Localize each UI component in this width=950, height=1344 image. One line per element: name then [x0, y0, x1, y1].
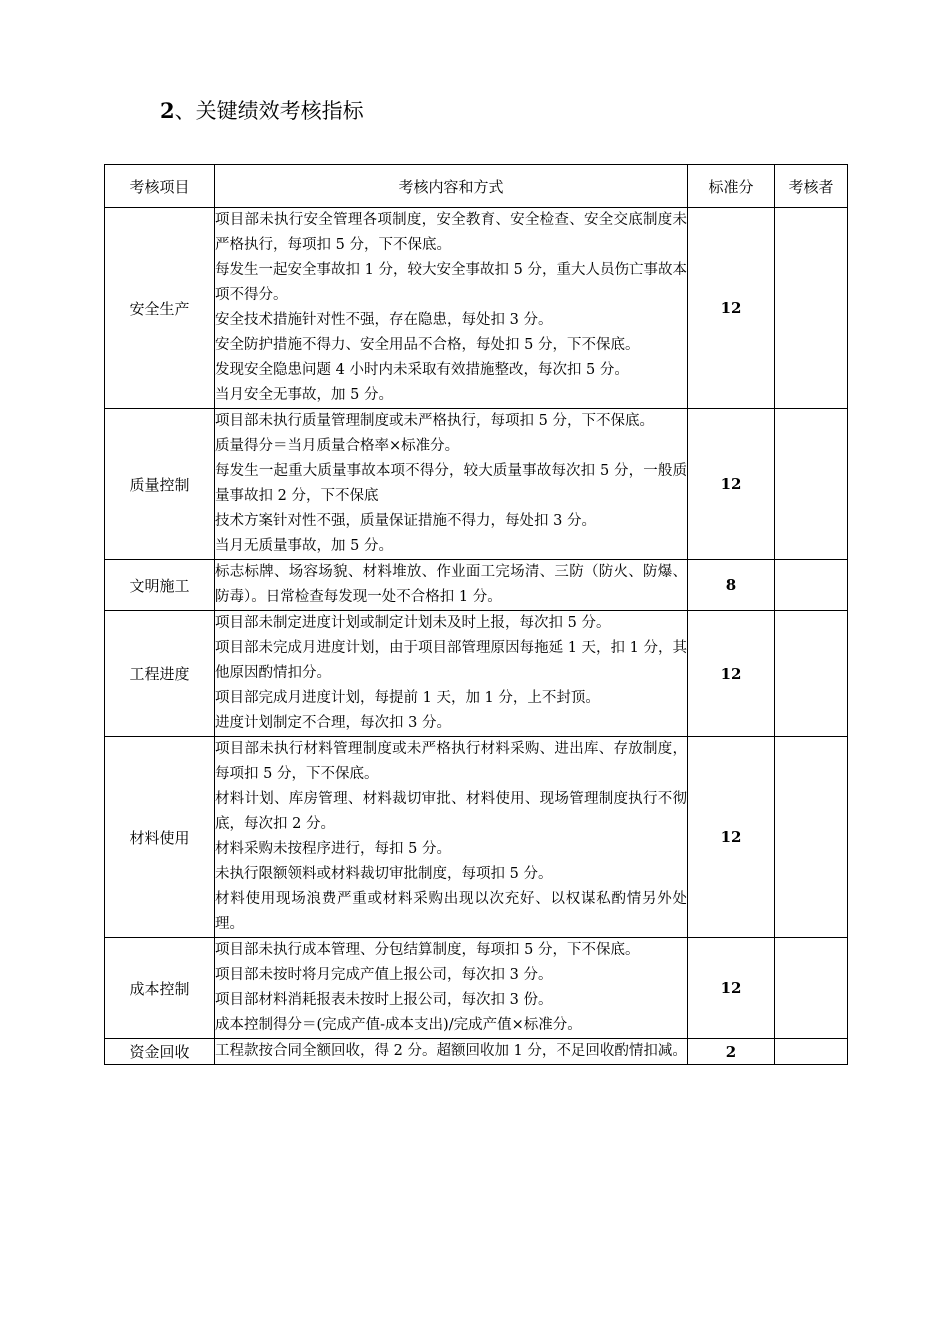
- row-assessor[interactable]: [775, 1039, 848, 1065]
- row-score: 2: [688, 1039, 775, 1065]
- content-line: 项目部未制定进度计划或制定计划未及时上报，每次扣 5 分。: [215, 615, 611, 631]
- content-line: 每发生一起安全事故扣 1 分，较大安全事故扣 5 分，重大人员伤亡事故本项不得分。: [215, 262, 687, 303]
- row-assessor[interactable]: [775, 938, 848, 1039]
- row-content: [215, 611, 688, 737]
- content-line: 进度计划制定不合理，每次扣 3 分。: [215, 715, 451, 731]
- content-line: 项目部未执行材料管理制度或未严格执行材料采购、进出库、存放制度，每项扣 5 分，下不保底。: [215, 741, 687, 782]
- header-content: 考核内容和方式: [215, 165, 688, 208]
- row-item: 质量控制: [105, 409, 215, 560]
- row-assessor[interactable]: [775, 611, 848, 737]
- content-line: 安全防护措施不得力、安全用品不合格，每处扣 5 分，下不保底。: [215, 337, 640, 353]
- row-item: 文明施工: [105, 560, 215, 611]
- content-line: 项目部未执行成本管理、分包结算制度，每项扣 5 分，下不保底。: [215, 942, 640, 958]
- kpi-table: [104, 164, 848, 1065]
- row-content: [215, 737, 688, 938]
- row-content: [215, 938, 688, 1039]
- table-row: [105, 560, 848, 611]
- content-line: 质量得分＝当月质量合格率×标准分。: [215, 438, 460, 454]
- content-line: 发现安全隐患问题 4 小时内未采取有效措施整改，每次扣 5 分。: [215, 362, 629, 378]
- content-line: 当月安全无事故，加 5 分。: [215, 387, 393, 403]
- row-content: [215, 560, 688, 611]
- content-line: 安全技术措施针对性不强，存在隐患，每处扣 3 分。: [215, 312, 553, 328]
- row-item: 成本控制: [105, 938, 215, 1039]
- content-line: 项目部未执行安全管理各项制度，安全教育、安全检查、安全交底制度未严格执行，每项扣 5 分，下不保底。: [215, 212, 687, 253]
- table-row: [105, 409, 848, 560]
- content-line: 材料计划、库房管理、材料裁切审批、材料使用、现场管理制度执行不彻底，每次扣 2 分。: [215, 791, 687, 832]
- table-body: [105, 208, 848, 1065]
- content-line: 材料使用现场浪费严重或材料采购出现以次充好、以权谋私酌情另外处理。: [215, 891, 687, 932]
- section-title-text: 、关键绩效考核指标: [174, 99, 364, 123]
- row-item: 材料使用: [105, 737, 215, 938]
- row-item: 资金回收: [105, 1039, 215, 1065]
- row-score: 12: [688, 208, 775, 409]
- row-score: 8: [688, 560, 775, 611]
- content-line: 标志标牌、场容场貌、材料堆放、作业面工完场清、三防（防火、防爆、防毒）。日常检查每发现一处不合格扣 1 分。: [215, 564, 687, 605]
- section-number: 2: [160, 98, 175, 123]
- table-row: [105, 1039, 848, 1065]
- table-row: [105, 611, 848, 737]
- table-header-row: [105, 165, 848, 208]
- header-item: 考核项目: [105, 165, 215, 208]
- row-assessor[interactable]: [775, 560, 848, 611]
- table-row: [105, 938, 848, 1039]
- table-row: [105, 737, 848, 938]
- header-score: 标准分: [688, 165, 775, 208]
- row-score: 12: [688, 611, 775, 737]
- content-line: 技术方案针对性不强，质量保证措施不得力，每处扣 3 分。: [215, 513, 596, 529]
- content-line: 未执行限额领料或材料裁切审批制度，每项扣 5 分。: [215, 866, 553, 882]
- row-content: [215, 1039, 688, 1065]
- header-assessor: 考核者: [775, 165, 848, 208]
- row-content: [215, 208, 688, 409]
- row-assessor[interactable]: [775, 737, 848, 938]
- row-assessor[interactable]: [775, 409, 848, 560]
- content-line: 项目部完成月进度计划，每提前 1 天，加 1 分，上不封顶。: [215, 690, 600, 706]
- content-line: 项目部未完成月进度计划，由于项目部管理原因每拖延 1 天，扣 1 分，其他原因酌情扣分。: [215, 640, 687, 681]
- content-line: 当月无质量事故，加 5 分。: [215, 538, 393, 554]
- content-line: 工程款按合同全额回收，得 2 分。超额回收加 1 分，不足回收酌情扣减。: [215, 1043, 687, 1059]
- content-line: 成本控制得分＝(完成产值-成本支出)/完成产值×标准分。: [215, 1017, 582, 1033]
- row-content: [215, 409, 688, 560]
- row-score: 12: [688, 409, 775, 560]
- row-score: 12: [688, 737, 775, 938]
- content-line: 每发生一起重大质量事故本项不得分，较大质量事故每次扣 5 分，一般质量事故扣 2 分，下不保底: [215, 463, 687, 504]
- content-line: 项目部材料消耗报表未按时上报公司，每次扣 3 份。: [215, 992, 553, 1008]
- row-assessor[interactable]: [775, 208, 848, 409]
- content-line: 项目部未按时将月完成产值上报公司，每次扣 3 分。: [215, 967, 553, 983]
- content-line: 材料采购未按程序进行，每扣 5 分。: [215, 841, 451, 857]
- content-line: 项目部未执行质量管理制度或未严格执行，每项扣 5 分，下不保底。: [215, 413, 654, 429]
- section-title: [160, 97, 364, 125]
- table-row: [105, 208, 848, 409]
- row-item: 工程进度: [105, 611, 215, 737]
- row-score: 12: [688, 938, 775, 1039]
- row-item: 安全生产: [105, 208, 215, 409]
